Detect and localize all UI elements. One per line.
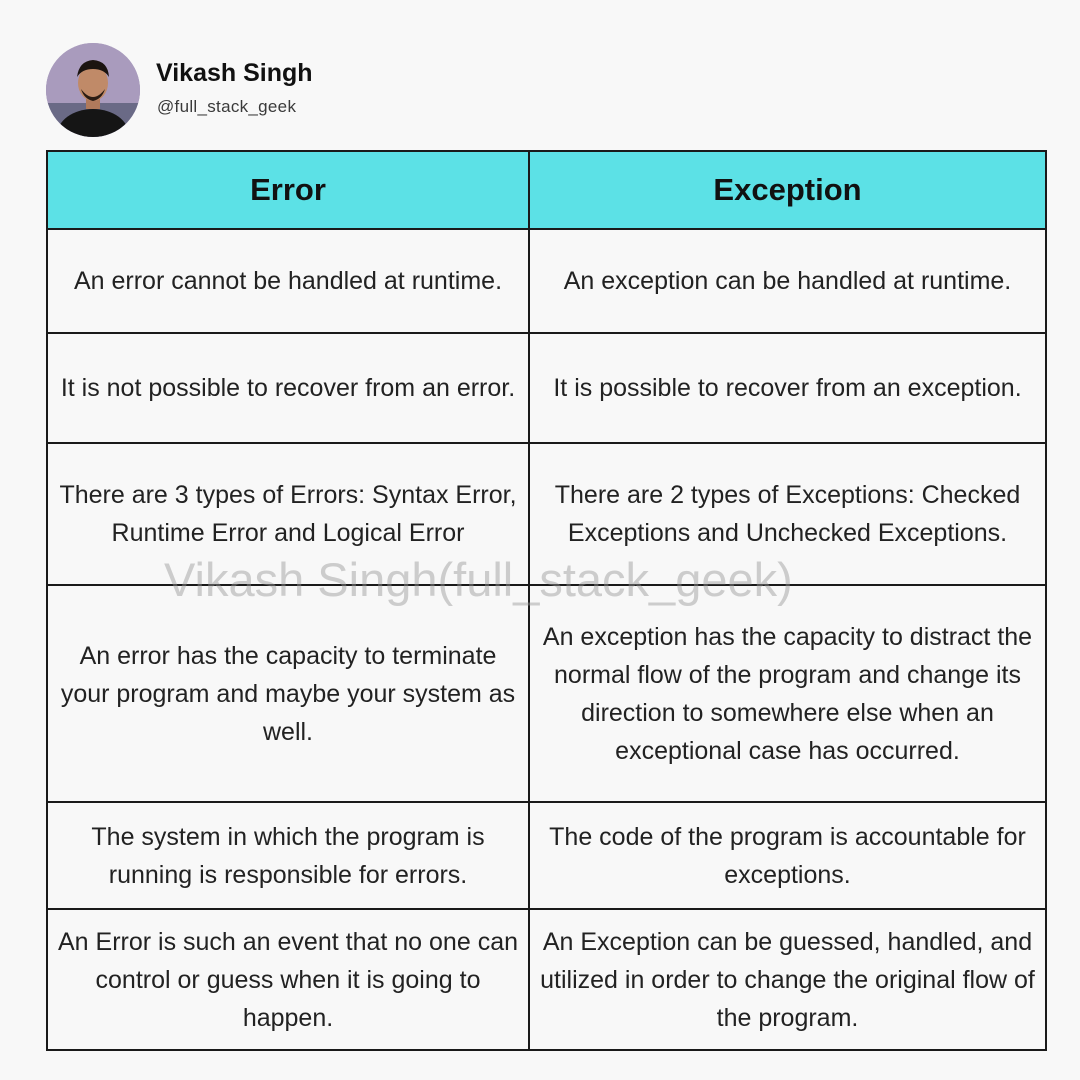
table-row	[47, 585, 1046, 802]
error-cell: An error cannot be handled at runtime.	[47, 229, 529, 333]
profile-header	[46, 43, 646, 138]
table-row	[47, 909, 1046, 1050]
author-name: Vikash Singh	[156, 59, 313, 87]
exception-cell: There are 2 types of Exceptions: Checked Exceptions and Unchecked Exceptions.	[529, 443, 1046, 585]
exception-cell: It is possible to recover from an exception.	[529, 333, 1046, 443]
avatar[interactable]	[46, 43, 140, 137]
error-cell: An error has the capacity to terminate your program and maybe your system as well.	[47, 585, 529, 802]
exception-cell: An Exception can be guessed, handled, and utilized in order to change the original flow of the program.	[529, 909, 1046, 1050]
table-row	[47, 802, 1046, 909]
error-cell: The system in which the program is running is responsible for errors.	[47, 802, 529, 909]
error-cell: It is not possible to recover from an error.	[47, 333, 529, 443]
table-row	[47, 333, 1046, 443]
table-row	[47, 443, 1046, 585]
exception-cell: The code of the program is accountable for exceptions.	[529, 802, 1046, 909]
avatar-photo	[46, 43, 140, 137]
error-cell: There are 3 types of Errors: Syntax Error, Runtime Error and Logical Error	[47, 443, 529, 585]
author-handle[interactable]: @full_stack_geek	[157, 97, 297, 116]
column-header-exception: Exception	[529, 151, 1046, 229]
comparison-table	[46, 150, 1047, 1051]
exception-cell: An exception can be handled at runtime.	[529, 229, 1046, 333]
watermark: Vikash Singh(full_stack_geek)	[164, 553, 793, 606]
column-header-error: Error	[47, 151, 529, 229]
exception-cell: An exception has the capacity to distract the normal flow of the program and change its direction to somewhere else when an exceptional case has occurred.	[529, 585, 1046, 802]
table-header-row	[47, 151, 1046, 229]
table-row	[47, 229, 1046, 333]
error-cell: An Error is such an event that no one can control or guess when it is going to happen.	[47, 909, 529, 1050]
